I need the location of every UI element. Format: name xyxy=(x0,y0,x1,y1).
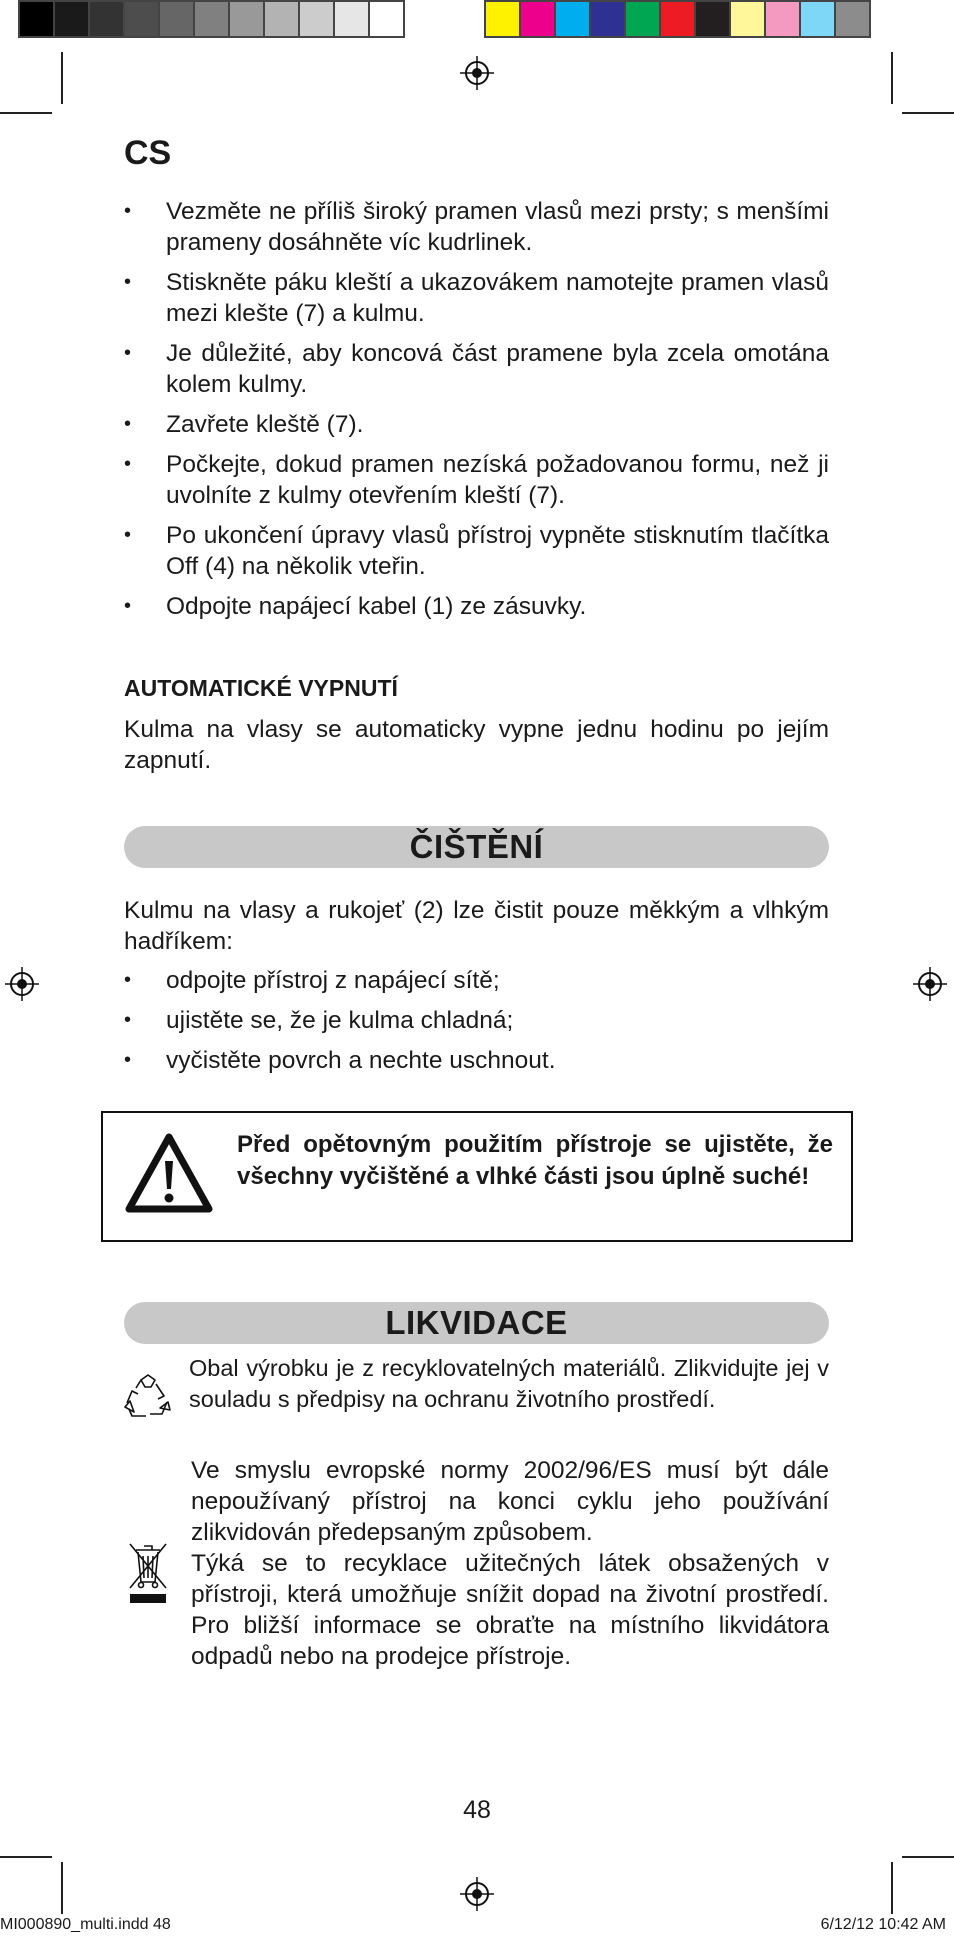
footer-file-info: MI000890_multi.indd 48 xyxy=(0,1916,171,1933)
calibration-swatch xyxy=(834,0,871,38)
crop-mark xyxy=(902,112,954,114)
packaging-section xyxy=(189,1353,829,1415)
calibration-swatch xyxy=(624,0,661,38)
registration-mark-icon xyxy=(459,55,495,91)
crop-mark xyxy=(61,1862,63,1914)
auto-off-text: Kulma na vlasy se automaticky vypne jednu hodinu po jejím zapnutí. xyxy=(124,716,829,774)
warning-text: Před opětovným použitím přístroje se ujistěte, že všechny vyčištěné a vlhké části jsou úplně suché! xyxy=(237,1131,833,1190)
calibration-swatch xyxy=(88,0,125,38)
calibration-swatch xyxy=(589,0,626,38)
weee-section xyxy=(191,1455,829,1672)
calibration-swatch xyxy=(764,0,801,38)
auto-off-heading: AUTOMATICKÉ VYPNUTÍ xyxy=(124,675,398,701)
weee-text-2: Týká se to recyklace užitečných látek obsažených v přístroji, která umožňuje snížit dopad na životní prostředí. Pro bližší informace se obraťte na místního likvidátora odpadů nebo na prodejce přístroje. xyxy=(191,1550,829,1670)
list-item: • Vezměte ne příliš široký pramen vlasů mezi prsty; s menšími prameny dosáhněte víc kudrlinek. xyxy=(124,196,829,258)
list-item: • Stiskněte páku kleští a ukazovákem namotejte pramen vlasů mezi klešte (7) a kulmu. xyxy=(124,267,829,329)
cleaning-section xyxy=(124,895,829,1085)
list-item: • Počkejte, dokud pramen nezíská požadovanou formu, než ji uvolníte z kulmy otevřením kleští (7). xyxy=(124,449,829,511)
calibration-swatch xyxy=(659,0,696,38)
crossed-out-bin-icon xyxy=(126,1540,170,1604)
calibration-swatch xyxy=(193,0,230,38)
list-item: • Zavřete kleště (7). xyxy=(124,409,829,440)
calibration-swatch xyxy=(158,0,195,38)
recycle-icon xyxy=(122,1372,174,1422)
calibration-swatch xyxy=(729,0,766,38)
cleaning-heading: ČIŠTĚNÍ xyxy=(124,826,829,868)
auto-off-section xyxy=(124,675,829,776)
calibration-swatch xyxy=(228,0,265,38)
calibration-swatch xyxy=(519,0,556,38)
cleaning-intro: Kulmu na vlasy a rukojeť (2) lze čistit pouze měkkým a vlhkým hadříkem: xyxy=(124,897,829,955)
page-number: 48 xyxy=(463,1796,491,1824)
calibration-swatch xyxy=(554,0,591,38)
list-item: • vyčistěte povrch a nechte uschnout. xyxy=(124,1045,829,1076)
registration-mark-icon xyxy=(912,966,948,1002)
usage-steps-section xyxy=(124,196,829,631)
calibration-swatch xyxy=(18,0,55,38)
calibration-swatch xyxy=(298,0,335,38)
list-item: • odpojte přístroj z napájecí sítě; xyxy=(124,965,829,996)
calibration-swatch xyxy=(799,0,836,38)
calibration-swatch xyxy=(694,0,731,38)
list-item: • Je důležité, aby koncová část pramene byla zcela omotána kolem kulmy. xyxy=(124,338,829,400)
crop-mark xyxy=(902,1856,954,1858)
calibration-swatch xyxy=(53,0,90,38)
list-item: • Odpojte napájecí kabel (1) ze zásuvky. xyxy=(124,591,829,622)
calibration-swatch xyxy=(368,0,405,38)
warning-box xyxy=(101,1111,853,1242)
language-code: CS xyxy=(124,134,172,172)
registration-mark-icon xyxy=(4,966,40,1002)
calibration-swatch xyxy=(333,0,370,38)
crop-mark xyxy=(891,1862,893,1914)
calibration-swatch xyxy=(263,0,300,38)
gray-calibration-bar xyxy=(18,0,403,42)
weee-text-1: Ve smyslu evropské normy 2002/96/ES musí být dále nepoužívaný přístroj na konci cyklu jeho používání zlikvidován předepsaným způsobem. xyxy=(191,1457,829,1546)
list-item: • ujistěte se, že je kulma chladná; xyxy=(124,1005,829,1036)
warning-triangle-icon xyxy=(123,1131,215,1215)
disposal-heading: LIKVIDACE xyxy=(124,1302,829,1344)
crop-mark xyxy=(61,52,63,104)
crop-mark xyxy=(0,1856,52,1858)
packaging-text: Obal výrobku je z recyklovatelných materiálů. Zlikvidujte jej v souladu s předpisy na ochranu životního prostředí. xyxy=(189,1355,829,1412)
calibration-swatch xyxy=(484,0,521,38)
list-item: • Po ukončení úpravy vlasů přístroj vypněte stisknutím tlačítka Off (4) na několik vteřin. xyxy=(124,520,829,582)
color-calibration-bar xyxy=(484,0,869,42)
usage-steps-list xyxy=(124,196,829,622)
registration-mark-icon xyxy=(459,1876,495,1912)
calibration-swatch xyxy=(123,0,160,38)
crop-mark xyxy=(891,52,893,104)
footer-date-info: 6/12/12 10:42 AM xyxy=(820,1916,946,1933)
cleaning-steps-list xyxy=(124,965,829,1076)
crop-mark xyxy=(0,112,52,114)
